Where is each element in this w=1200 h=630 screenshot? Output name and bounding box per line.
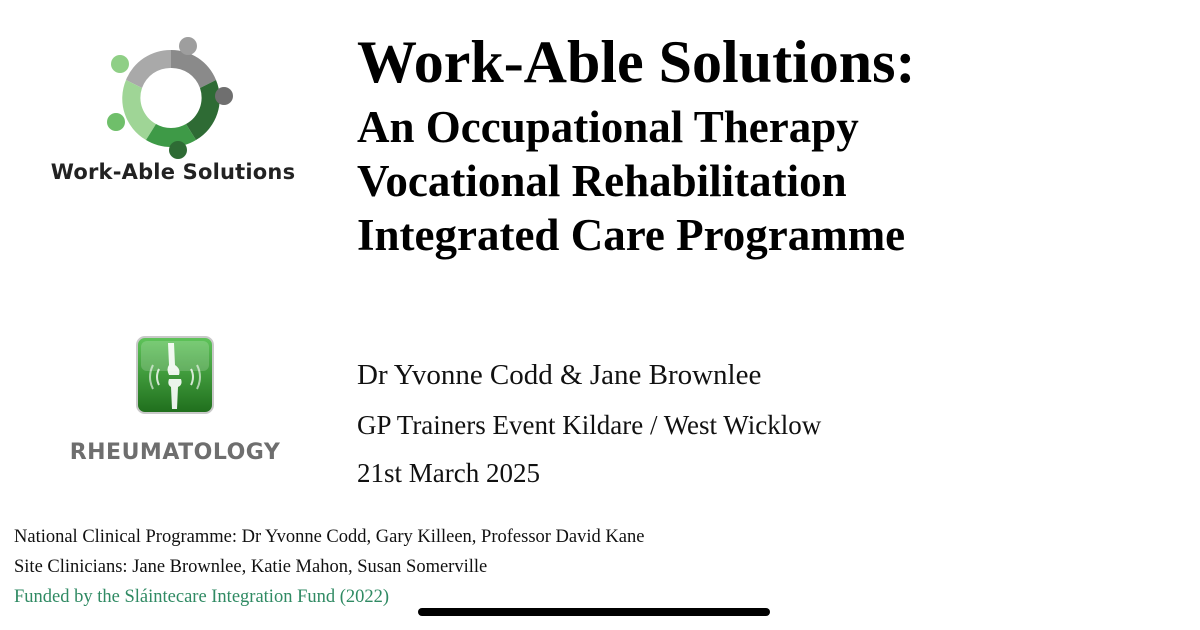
- subtitle-line-2: Vocational Rehabilitation: [357, 156, 847, 206]
- workable-logo: [18, 36, 318, 196]
- knee-joint-logo-icon: [135, 335, 215, 415]
- rheumatology-logo: [60, 335, 290, 475]
- event-date: 21st March 2025: [357, 458, 540, 488]
- subtitle-line-1: An Occupational Therapy: [357, 102, 859, 152]
- presenter-names: Dr Yvonne Codd & Jane Brownlee: [357, 359, 762, 391]
- page-title: Work-Able Solutions:: [357, 29, 916, 95]
- title-block: [357, 28, 1177, 262]
- home-indicator-bar[interactable]: [418, 608, 770, 616]
- site-clinicians-credits: Site Clinicians: Jane Brownlee, Katie Mahon, Susan Somerville: [14, 557, 488, 577]
- rheumatology-logo-text: RHEUMATOLOGY: [69, 440, 281, 465]
- workable-logo-text: Work-Able Solutions: [50, 160, 296, 184]
- funding-note: Funded by the Sláintecare Integration Fund (2022): [14, 587, 390, 607]
- national-programme-credits: National Clinical Programme: Dr Yvonne Codd, Gary Killeen, Professor David Kane: [14, 527, 645, 547]
- presenter-block: [357, 355, 821, 491]
- subtitle-line-3: Integrated Care Programme: [357, 210, 906, 260]
- footer: [14, 522, 644, 612]
- event-name: GP Trainers Event Kildare / West Wicklow: [357, 410, 822, 440]
- people-circle-logo-icon: [106, 36, 236, 160]
